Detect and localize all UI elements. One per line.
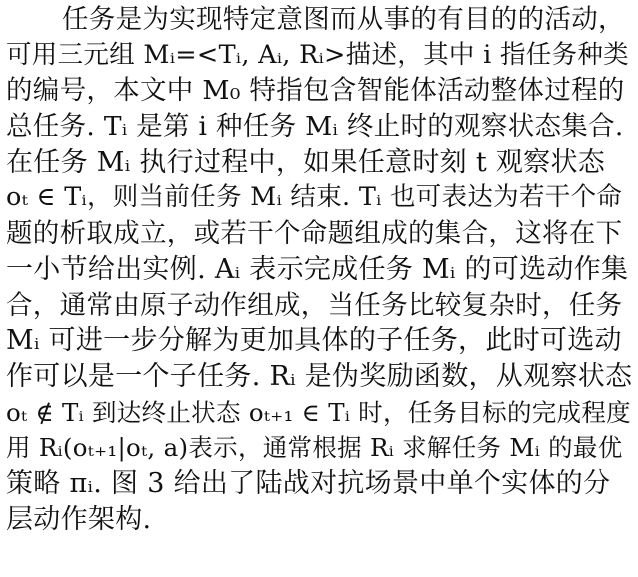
paragraph-line-5: 在任务 Mᵢ 执行过程中，如果任意时刻 t 观察状态 [6,146,606,178]
paragraph-line-11: 作可以是一个子任务. Rᵢ 是伪奖励函数，从观察状态 [6,360,633,392]
paragraph-line-2: 可用三元组 Mᵢ=<Tᵢ, Aᵢ, Rᵢ>描述，其中 i 指任务种类 [6,39,629,70]
paragraph-line-3: 的编号，本文中 M₀ 特指包含智能体活动整体过程的 [6,75,625,107]
paragraph-line-15: 层动作架构. [6,503,152,535]
paragraph-line-9: 合，通常由原子动作组成，当任务比较复杂时，任务 [6,289,623,321]
paragraph-line-12: oₜ ∉ Tᵢ 到达终止状态 oₜ₊₁ ∈ Tᵢ 时，任务目标的完成程度 [6,397,631,427]
paragraph-line-7: 题的析取成立，或若干个命题组成的集合，这将在下 [6,218,623,250]
paragraph-line-10: Mᵢ 可进一步分解为更加具体的子任务，此时可选动 [6,325,622,357]
paragraph-line-8: 一小节给出实例. Aᵢ 表示完成任务 Mᵢ 的可选动作集 [6,253,629,285]
paragraph-line-14: 策略 πᵢ. 图 3 给出了陆战对抗场景中单个实体的分 [6,467,611,499]
paragraph-line-6: oₜ ∈ Tᵢ，则当前任务 Mᵢ 结束. Tᵢ 也可表达为若干个命 [6,182,623,213]
paragraph-line-13: 用 Rᵢ(oₜ₊₁|oₜ, a)表示，通常根据 Rᵢ 求解任务 Mᵢ 的最优 [6,433,623,463]
paragraph-line-4: 总任务. Tᵢ 是第 i 种任务 Mᵢ 终止时的观察状态集合. [6,111,624,143]
paragraph-line-1: 任务是为实现特定意图而从事的有目的的活动， [62,4,625,35]
